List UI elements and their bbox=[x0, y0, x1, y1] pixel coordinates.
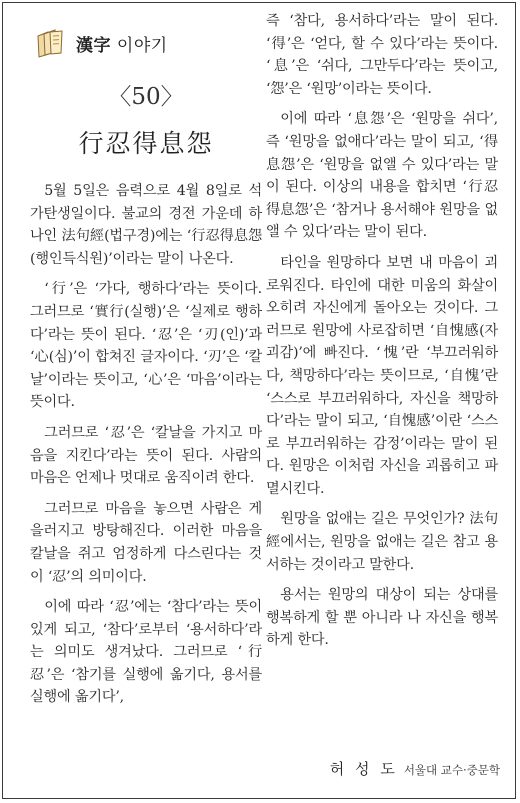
paragraph: 5월 5일은 음력으로 4월 8일로 석가탄생일이다. 불교의 경전 가운데 하나인 法句經(법구경)에는 ‘行忍得息怨(행인득식원)’이라는 말이 나온다. bbox=[30, 183, 262, 267]
paragraph: 원망을 없애는 길은 무엇인가? 法句經에서는, 원망을 없애는 길은 참고 용서하는 것이라고 말한다. bbox=[266, 511, 498, 573]
paragraph-continued: 즉 ‘참다, 용서하다’라는 말이 된다. ‘得’은 ‘얻다, 할 수 있다’라는 뜻이다. ‘息’은 ‘쉬다, 그만두다’라는 뜻이고, ‘怨’은 ‘원망’이라는 뜻이다. bbox=[266, 13, 498, 97]
paragraph: 그러므로 ‘忍’은 ‘칼날을 가지고 마음을 지킨다’라는 뜻이 된다. 사람의 마음은 언제나 멋대로 움직이려 한다. bbox=[30, 424, 262, 487]
paragraph: 그러므로 마음을 놓으면 사람은 게을러지고 방탕해진다. 이러한 마음을 칼날을 쥐고 엄정하게 다스린다는 것이 ‘忍’의 의미이다. bbox=[30, 500, 262, 585]
episode-number: 〈50〉 bbox=[108, 84, 184, 110]
paragraph: 이에 따라 ‘忍’에는 ‘참다’라는 뜻이 있게 되고, ‘참다’로부터 ‘용서하다’라는 의미도 생겨났다. 그러므로 ‘行忍’은 ‘참기를 실행에 옮기다, 용서를 실행에 옮기다’, bbox=[30, 599, 262, 706]
paragraph: 타인을 원망하다 보면 내 마음이 괴로워진다. 타인에 대한 미움의 화살이 오히려 자신에게 돌아오는 것이다. 그러므로 원망에 사로잡히면 ‘自愧感(자괴감)’에 빠진다. ‘愧’란 ‘부끄러워하다, 책망하다’라는 뜻이므로, ‘自愧’란 ‘스스로 부끄러워하다, 자신을 책망하다’라는 말이 되고, ‘自愧感’이란 ‘스스로 부끄러워하는 감정’이라는 말이 된다. 원망은 이처럼 자신을 괴롭히고 파멸시킨다. bbox=[266, 254, 498, 497]
book-icon bbox=[34, 27, 66, 59]
paragraph: 용서는 원망의 대상이 되는 상대를 행복하게 할 뿐 아니라 나 자신을 행복하게 한다. bbox=[266, 587, 498, 649]
section-title-hanja: 漢字 bbox=[76, 35, 111, 56]
article-headline: 行忍得息怨 bbox=[78, 129, 214, 158]
paragraph: 이에 따라 ‘息怨’은 ‘원망을 쉬다’, 즉 ‘원망을 없애다’라는 말이 되고, ‘得息怨’은 ‘원망을 없앨 수 있다’라는 말이 된다. 이상의 내용을 합치면 ‘行忍得息怨’은 ‘참거나 용서해야 원망을 없앨 수 있다’라는 말이 된다. bbox=[266, 111, 498, 241]
author-byline bbox=[330, 758, 500, 779]
author-affiliation: 서울대 교수·중문학 bbox=[403, 763, 500, 777]
author-name: 허 성 도 bbox=[329, 760, 398, 778]
paragraph: ‘行’은 ‘가다, 행하다’라는 뜻이다. 그러므로 ‘實行(실행)’은 ‘실제로 행하다’라는 뜻이 된다. ‘忍’은 ‘刃(인)’과 ‘心(심)’이 합쳐진 글자이다. ‘刃’은 ‘칼날’이라는 뜻이고, ‘心’은 ‘마음’이라는 뜻이다. bbox=[30, 281, 262, 411]
section-title-korean: 이야기 bbox=[116, 35, 168, 56]
section-title bbox=[76, 31, 168, 56]
column-header bbox=[34, 26, 168, 60]
left-column-body bbox=[30, 180, 262, 709]
right-column-body bbox=[266, 10, 498, 652]
